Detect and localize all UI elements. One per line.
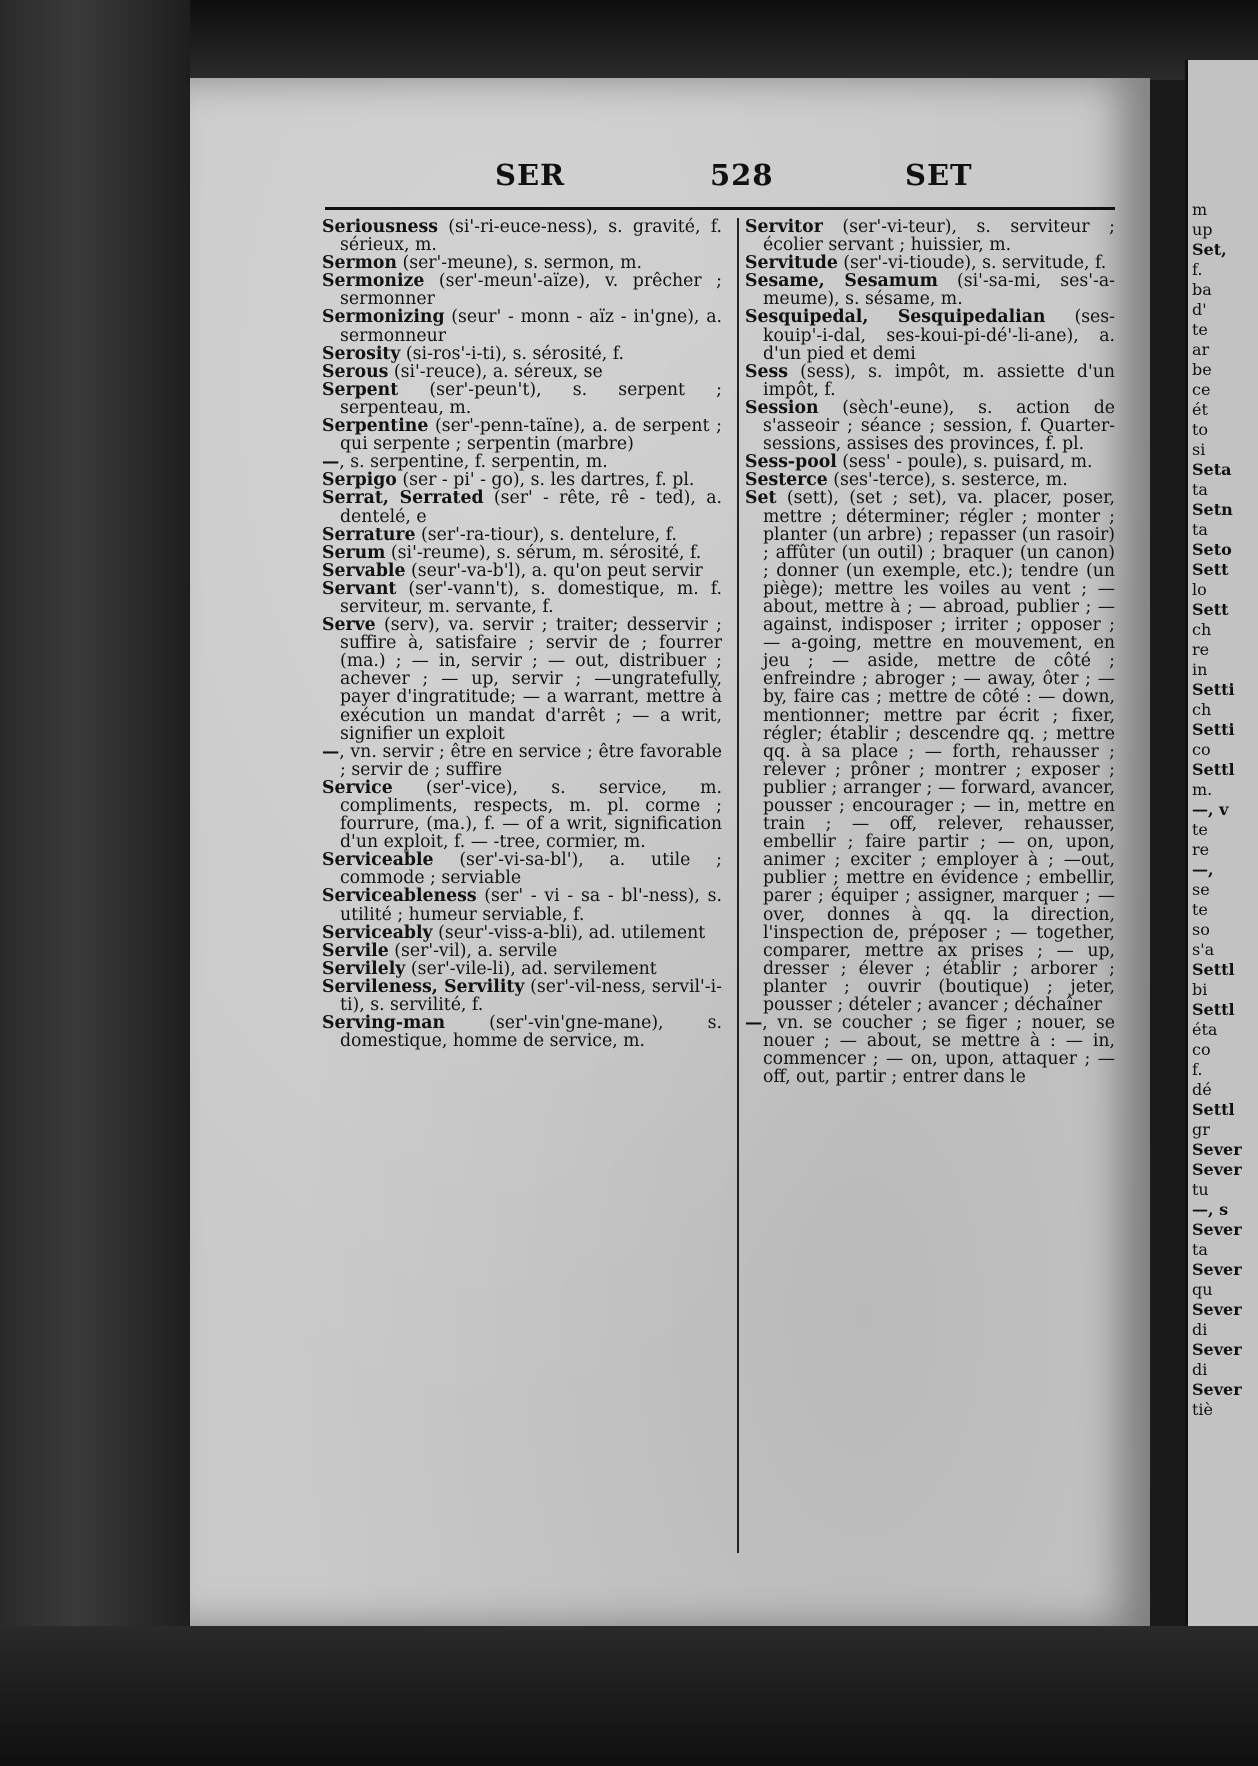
entry-definition: (sèch'-eune), s. action de s'asseoir ; séance ; session, f. Quarter-sessions, assises des provinces, f. pl. — [763, 397, 1115, 455]
adjacent-fragment: m — [1192, 200, 1208, 219]
adjacent-fragment: f. — [1192, 1060, 1203, 1079]
dictionary-entry — [745, 308, 1115, 362]
left-column — [322, 218, 722, 1050]
adjacent-fragment: Setti — [1192, 720, 1235, 739]
headword: Serum — [322, 542, 386, 563]
entry-definition: (ser'-vi-sa-bl'), a. utile ; commode ; serviable — [340, 850, 722, 889]
adjacent-fragment: bi — [1192, 980, 1208, 999]
adjacent-fragment: se — [1192, 880, 1210, 899]
adjacent-fragment: ch — [1192, 620, 1212, 639]
adjacent-fragment: ar — [1192, 340, 1210, 359]
adjacent-fragment: te — [1192, 320, 1208, 339]
adjacent-fragment: ch — [1192, 700, 1212, 719]
entry-definition: (ser - pi' - go), s. les dartres, f. pl. — [396, 470, 695, 491]
dictionary-entry — [322, 417, 722, 453]
dictionary-entry — [322, 851, 722, 887]
adjacent-fragment: co — [1192, 1040, 1211, 1059]
dictionary-entry — [745, 489, 1115, 1014]
entry-definition: (ser' - vi - sa - bl'-ness), s. utilité ; humeur serviable, f. — [340, 886, 722, 925]
dictionary-entry — [322, 978, 722, 1014]
adjacent-fragment: di — [1192, 1360, 1208, 1379]
dictionary-entry — [745, 272, 1115, 308]
adjacent-fragment: di — [1192, 1320, 1208, 1339]
adjacent-page-edge — [1185, 60, 1258, 1700]
headword: Serviceable — [322, 850, 434, 871]
adjacent-fragment: tu — [1192, 1180, 1209, 1199]
entry-definition: (si'-sa-mi, ses'-a-meume), s. sésame, m. — [763, 271, 1115, 310]
adjacent-fragment: te — [1192, 820, 1208, 839]
adjacent-fragment: to — [1192, 420, 1209, 439]
entry-definition: (sett), (set ; set), va. placer, poser, mettre ; déterminer; régler ; monter ; planter (un arbre) ; repasser (un rasoir) ; affûter (un outil) ; braquer (un canon) ; donner (un exemple, etc.); tendre (un piège); mettre les voiles au vent ; — about, mettre à ; — abroad, publier ; — against, indisposer ; irriter ; opposer ; — a-going, mettre en mouvement, en jeu ; — aside, mettre de côté ; enfreindre ; abroger ; — away, ôter ; — by, faire cas ; mettre de côté : — down, mentionner; mettre par écrit ; fixer, régler; établir ; descendre qq. ; mettre qq. à sa place ; — forth, rehausser ; relever ; prôner ; montrer ; exposer ; publier ; arranger ; — forward, avancer, pousser ; encourager ; — in, mettre en train ; — off, relever, rehausser, embellir ; faire partir ; — on, upon, animer ; exciter ; employer à ; —out, publier ; mettre en évidence ; embellir, parer ; équiper ; assigner, marquer ; — over, donnes à qq. la direction, l'inspection de, préposer ; — together, comparer, mettre ax prises ; — up, dresser ; élever ; établir ; arborer ; planter ; ouvrir (boutique) ; jeter, pousser ; dételer ; avancer ; déchaîner — [763, 488, 1115, 1016]
adjacent-fragment: Sett — [1192, 600, 1229, 619]
adjacent-fragment: ét — [1192, 400, 1208, 419]
headword: Serpent — [322, 379, 399, 400]
headword: Sesame, Sesamum — [745, 271, 938, 292]
entry-definition: (sess), s. impôt, m. assiette d'un impôt, f. — [763, 361, 1115, 400]
headword: Seriousness — [322, 217, 438, 237]
headword: Servilely — [322, 958, 406, 979]
headword: — — [322, 452, 340, 473]
adjacent-fragment: ba — [1192, 280, 1212, 299]
adjacent-page-fragments — [1188, 200, 1258, 1420]
adjacent-fragment: gr — [1192, 1120, 1210, 1139]
dictionary-entry — [322, 218, 722, 254]
headword: Serve — [322, 615, 376, 636]
adjacent-fragment: lo — [1192, 580, 1207, 599]
entry-definition: (seur'-va-b'l), a. qu'on peut servir — [405, 560, 703, 581]
adjacent-fragment: f. — [1192, 260, 1203, 279]
adjacent-fragment: be — [1192, 360, 1212, 379]
adjacent-fragment: so — [1192, 920, 1210, 939]
entry-definition: (ses'-terce), s. sesterce, m. — [827, 470, 1068, 491]
entry-definition: (ser'-vann't), s. domestique, m. f. serviteur, m. servante, f. — [340, 578, 722, 617]
headword: Serviceableness — [322, 886, 477, 907]
adjacent-fragment: Settl — [1192, 1000, 1235, 1019]
dictionary-entry — [322, 308, 722, 344]
entry-definition: (ser'-vil-ness, servil'-i-ti), s. servilité, f. — [340, 976, 722, 1016]
entry-definition: , vn. se coucher ; se figer ; nouer, se nouer ; — about, se mettre à : — in, commencer ; — on, upon, attaquer ; — off, out, partir ; entrer dans le — [762, 1013, 1115, 1088]
adjacent-fragment: s'a — [1192, 940, 1215, 959]
adjacent-fragment: tiè — [1192, 1400, 1214, 1419]
adjacent-fragment: Seto — [1192, 540, 1232, 559]
page-number: 528 — [710, 158, 774, 192]
entry-definition: (ser'-vil), a. servile — [388, 940, 558, 961]
entry-definition: (ser'-vi-tioude), s. servitude, f. — [837, 253, 1107, 274]
headword: Servitor — [745, 217, 823, 237]
entry-definition: , s. serpentine, f. serpentin, m. — [339, 452, 608, 473]
dictionary-entry — [322, 960, 722, 978]
dictionary-entry — [745, 453, 1115, 471]
adjacent-fragment: Sever — [1192, 1220, 1242, 1239]
entry-definition: (ser'-vi-teur), s. serviteur ; écolier servant ; huissier, m. — [763, 217, 1115, 256]
headword: Sermon — [322, 253, 397, 274]
dictionary-entry — [745, 218, 1115, 254]
adjacent-fragment: Sever — [1192, 1380, 1242, 1399]
right-guide-word: SET — [905, 158, 973, 192]
dictionary-entry — [322, 363, 722, 381]
headword: — — [745, 1013, 763, 1034]
adjacent-fragment: —, v — [1192, 800, 1229, 819]
headword: Sess — [745, 361, 788, 382]
dictionary-entry — [322, 616, 722, 743]
adjacent-fragment: m. — [1192, 780, 1213, 799]
adjacent-fragment: Settl — [1192, 1100, 1235, 1119]
dictionary-entry — [745, 399, 1115, 453]
adjacent-fragment: in — [1192, 660, 1208, 679]
adjacent-fragment: ta — [1192, 1240, 1208, 1259]
dictionary-entry — [322, 924, 722, 942]
headword: Serviceably — [322, 922, 433, 943]
entry-definition: (ser'-vice), s. service, m. compliments, respects, m. pl. corme ; fourrure, (ma.), f. — of a writ, signification d'un exploit, f. — -tree, cormier, m. — [340, 777, 722, 853]
dictionary-entry — [322, 942, 722, 960]
headword: Service — [322, 777, 393, 798]
adjacent-fragment: qu — [1192, 1280, 1213, 1299]
headword: Servile — [322, 940, 389, 961]
entry-definition: (seur'-viss-a-bli), ad. utilement — [432, 922, 706, 943]
entry-definition: (ser' - rête, rê - ted), a. dentelé, e — [340, 488, 722, 527]
headword: Sermonize — [322, 271, 425, 292]
entry-definition: (ser'-vin'gne-mane), s. domestique, homme de service, m. — [340, 1013, 722, 1052]
adjacent-fragment: Sever — [1192, 1140, 1242, 1159]
entry-definition: (ser'-peun't), s. serpent ; serpenteau, m. — [340, 379, 722, 418]
left-guide-word: SER — [495, 158, 566, 192]
adjacent-fragment: Sever — [1192, 1340, 1242, 1359]
header-rule — [325, 207, 1115, 210]
headword: Sesterce — [745, 470, 828, 491]
dictionary-entry — [322, 254, 722, 272]
entry-definition: (ses-kouip'-i-dal, ses-koui-pi-dé'-li-ane), a. d'un pied et demi — [763, 307, 1115, 364]
dictionary-entry — [322, 453, 722, 471]
dictionary-entry — [322, 580, 722, 616]
headword: Servitude — [745, 253, 838, 274]
headword: Servileness, Servility — [322, 976, 525, 997]
dictionary-entry — [322, 489, 722, 525]
adjacent-fragment: Sever — [1192, 1300, 1242, 1319]
adjacent-fragment: re — [1192, 840, 1210, 859]
dictionary-entry — [322, 1014, 722, 1050]
adjacent-fragment: ta — [1192, 480, 1208, 499]
headword: Servable — [322, 560, 406, 581]
dictionary-entry — [322, 526, 722, 544]
headword: Servant — [322, 578, 397, 599]
entry-definition: (ser'-meun'-aïze), v. prêcher ; sermonner — [340, 271, 722, 310]
headword: Serrat, Serrated — [322, 488, 484, 509]
adjacent-fragment: re — [1192, 640, 1210, 659]
headword: Sess-pool — [745, 452, 837, 473]
dictionary-entry — [322, 381, 722, 417]
headword: Sermonizing — [322, 307, 445, 328]
adjacent-fragment: ta — [1192, 520, 1208, 539]
adjacent-fragment: te — [1192, 900, 1208, 919]
adjacent-fragment: Seta — [1192, 460, 1232, 479]
entry-definition: (ser'-penn-taïne), a. de serpent ; qui serpente ; serpentin (marbre) — [340, 416, 722, 455]
dictionary-entry — [322, 887, 722, 923]
adjacent-fragment: Setti — [1192, 680, 1235, 699]
adjacent-fragment: Settl — [1192, 760, 1235, 779]
entry-definition: (ser'-meune), s. sermon, m. — [396, 253, 642, 274]
adjacent-fragment: up — [1192, 220, 1213, 239]
adjacent-fragment: Sett — [1192, 560, 1229, 579]
headword: Serpigo — [322, 470, 397, 491]
headword: Serosity — [322, 343, 401, 364]
headword: Session — [745, 397, 819, 418]
adjacent-fragment: ce — [1192, 380, 1211, 399]
adjacent-fragment: —, — [1192, 860, 1214, 879]
dictionary-entry — [745, 1014, 1115, 1086]
adjacent-fragment: si — [1192, 440, 1206, 459]
dictionary-entry — [322, 345, 722, 363]
adjacent-fragment: éta — [1192, 1020, 1218, 1039]
entry-definition: (si'-reume), s. sérum, m. sérosité, f. — [385, 542, 702, 563]
dictionary-entry — [322, 471, 722, 489]
column-divider — [737, 218, 739, 1553]
headword: — — [322, 741, 340, 762]
scan-left-binding — [0, 0, 190, 1766]
dictionary-entry — [322, 272, 722, 308]
dictionary-entry — [745, 254, 1115, 272]
headword: Serrature — [322, 524, 416, 545]
entry-definition: (serv), va. servir ; traiter; desservir ; suffire à, satisfaire ; servir de ; fourrer (ma.) ; — in, servir ; — out, distribuer ; achever ; — up, servir ; —ungratefully, payer d'ingratitude; — a warrant, mettre à exécution un mandat d'arrêt ; — a writ, signifier un exploit — [340, 615, 722, 744]
adjacent-fragment: Setn — [1192, 500, 1233, 519]
headword: Serpentine — [322, 416, 429, 437]
adjacent-fragment: co — [1192, 740, 1211, 759]
entry-definition: (si'-ri-euce-ness), s. gravité, f. sérieux, m. — [340, 217, 722, 256]
entry-definition: (si-ros'-i-ti), s. sérosité, f. — [400, 343, 625, 364]
entry-definition: (sess' - poule), s. puisard, m. — [836, 452, 1093, 473]
adjacent-fragment: d' — [1192, 300, 1207, 319]
dictionary-entry — [322, 743, 722, 779]
adjacent-fragment: Settl — [1192, 960, 1235, 979]
adjacent-fragment: Sever — [1192, 1160, 1242, 1179]
adjacent-fragment: Sever — [1192, 1260, 1242, 1279]
right-column — [745, 218, 1115, 1087]
entry-definition: (seur' - monn - aïz - in'gne), a. sermonneur — [340, 307, 722, 346]
dictionary-entry — [322, 779, 722, 851]
headword: Serving-man — [322, 1013, 446, 1034]
dictionary-entry — [745, 363, 1115, 399]
adjacent-fragment: —, s — [1192, 1200, 1229, 1219]
headword: Serous — [322, 361, 389, 382]
scan-bottom-edge — [0, 1626, 1258, 1766]
dictionary-entry — [322, 544, 722, 562]
entry-definition: (ser'-ra-tiour), s. dentelure, f. — [415, 524, 677, 545]
running-head — [300, 158, 1100, 198]
dictionary-entry — [322, 562, 722, 580]
entry-definition: , vn. servir ; être en service ; être favorable ; servir de ; suffire — [339, 741, 722, 780]
headword: Sesquipedal, Sesquipedalian — [745, 307, 1046, 328]
dictionary-entry — [745, 471, 1115, 489]
entry-definition: (ser'-vile-li), ad. servilement — [405, 958, 657, 979]
entry-definition: (si'-reuce), a. séreux, se — [388, 361, 603, 382]
adjacent-fragment: Set, — [1192, 240, 1227, 259]
adjacent-fragment: dé — [1192, 1080, 1212, 1099]
headword: Set — [745, 488, 777, 509]
